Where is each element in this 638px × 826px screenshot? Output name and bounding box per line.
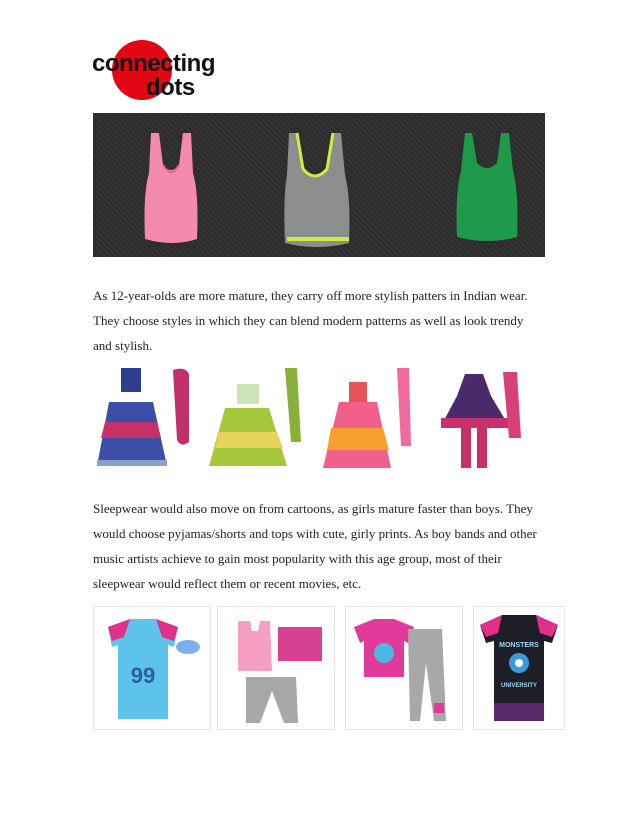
lehenga-green-photo (205, 362, 311, 474)
university-text: UNIVERSITY (500, 683, 538, 689)
paragraph-indian-wear: As 12-year-olds are more mature, they carry off more stylish patters in Indian wear. They choose styles in which they can blend modern patterns as well as look trendy and stylish. (93, 288, 528, 353)
monsters-text: MONSTERS (499, 642, 539, 649)
lehenga-blue-photo (93, 362, 201, 474)
logo (86, 36, 226, 100)
sleepwear-photos (93, 606, 563, 730)
indian-wear-photos (93, 362, 535, 474)
pink-tank-top (145, 133, 198, 243)
tank-tops-photo (93, 113, 545, 257)
monsters-university-nightshirt-photo (473, 606, 565, 730)
paragraph-sleepwear: Sleepwear would also move on from cartoons, as girls mature faster than boys. They would choose pyjamas/shorts and tops with cute, girly prints. As boy bands and other music artists achieve to gain most popularity with this age group, most of their sleepwear would reflect them or recent movies, etc. (93, 501, 537, 591)
nightshirt-99-photo (93, 606, 211, 730)
green-tank-top (457, 133, 518, 241)
kurti-purple-photo (425, 362, 535, 474)
grey-tank-top (284, 133, 349, 247)
monster-tee-pants-photo (345, 606, 463, 730)
logo-text-dots: dots (146, 74, 195, 101)
shirt-number-text: 99 (130, 663, 156, 688)
lehenga-pink-photo (315, 362, 421, 474)
logo-text-connecting: connecting (92, 50, 216, 77)
tank-shorts-set-photo (217, 606, 335, 730)
